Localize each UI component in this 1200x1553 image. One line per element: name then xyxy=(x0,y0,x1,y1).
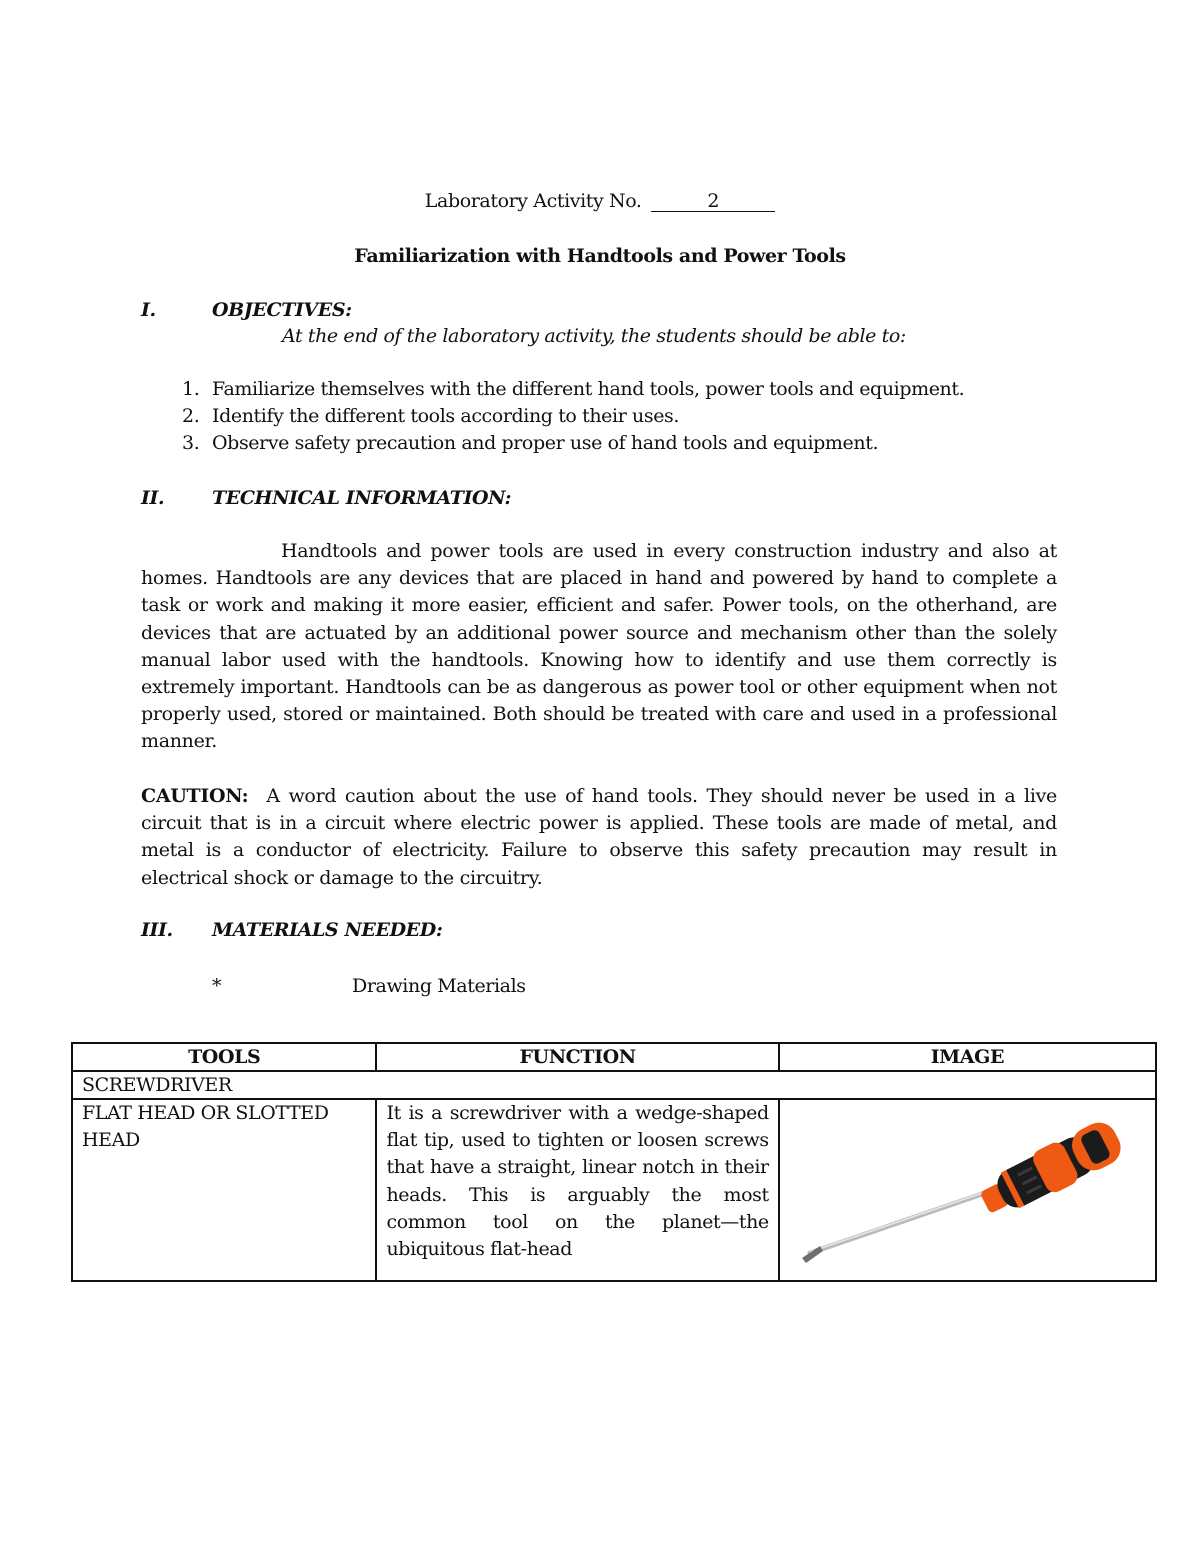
technical-number: II. xyxy=(141,487,165,509)
tool-name-cell: FLAT HEAD OR SLOTTED HEAD xyxy=(72,1099,376,1281)
tools-table xyxy=(71,1042,1157,1282)
activity-number: 2 xyxy=(651,191,775,212)
bullet-icon: * xyxy=(212,975,222,997)
materials-heading: MATERIALS NEEDED: xyxy=(212,919,443,941)
flat-head-screwdriver-image xyxy=(798,1116,1143,1266)
caution-text: A word caution about the use of hand tools. They should never be used in a live circuit that is in a circuit where electric power is applied. These tools are made of metal, and metal is a conductor of electricity. Failure to observe this safety precaution may result in electrical shock or damage to the circuitry. xyxy=(141,785,1057,889)
list-item: 2. Identify the different tools according to their uses. xyxy=(182,405,680,427)
caution-paragraph xyxy=(141,783,1057,892)
technical-paragraph: Handtools and power tools are used in every construction industry and also at homes. Handtools are any devices that are placed in hand and powered by hand to complete a task or work and making it more easier, efficient and safer. Power tools, on the otherhand, are devices that are actuated by an additional power source and mechanism other than the solely manual labor used with the handtools. Knowing how to identify and use them correctly is extremely important. Handtools can be as dangerous as power tool or other equipment when not properly used, stored or maintained. Both should be treated with care and used in a professional manner. xyxy=(141,540,1057,753)
header-image: IMAGE xyxy=(779,1043,1156,1071)
list-item: 1. Familiarize themselves with the different hand tools, power tools and equipment. xyxy=(182,378,965,400)
technical-heading: TECHNICAL INFORMATION: xyxy=(212,487,512,509)
page-title: Familiarization with Handtools and Power Tools xyxy=(354,245,846,267)
table-row xyxy=(72,1099,1156,1281)
objectives-list xyxy=(182,376,964,457)
materials-item: Drawing Materials xyxy=(352,975,526,997)
header-tools: TOOLS xyxy=(72,1043,376,1071)
objectives-number: I. xyxy=(141,299,156,321)
materials-number: III. xyxy=(141,919,173,941)
header-function: FUNCTION xyxy=(376,1043,778,1071)
caution-label: CAUTION: xyxy=(141,785,249,807)
category-cell: SCREWDRIVER xyxy=(72,1071,1156,1099)
objectives-intro: At the end of the laboratory activity, the students should be able to: xyxy=(282,325,906,347)
activity-label: Laboratory Activity No. xyxy=(424,190,642,212)
tool-function-cell: It is a screwdriver with a wedge-shaped flat tip, used to tighten or loosen screws that have a straight, linear notch in their heads. This is arguably the most common tool on the planet—the ubiquitous flat-head xyxy=(376,1099,778,1281)
tool-image-cell xyxy=(779,1099,1156,1281)
table-header-row xyxy=(72,1043,1156,1071)
activity-line xyxy=(0,188,1200,215)
objectives-heading: OBJECTIVES: xyxy=(212,299,352,321)
list-item: 3. Observe safety precaution and proper use of hand tools and equipment. xyxy=(182,432,879,454)
shaft-highlight xyxy=(810,1191,988,1252)
screwdriver-shaft xyxy=(810,1192,988,1253)
category-row xyxy=(72,1071,1156,1099)
screwdriver-handle xyxy=(974,1116,1127,1224)
screwdriver-tip xyxy=(802,1246,823,1263)
